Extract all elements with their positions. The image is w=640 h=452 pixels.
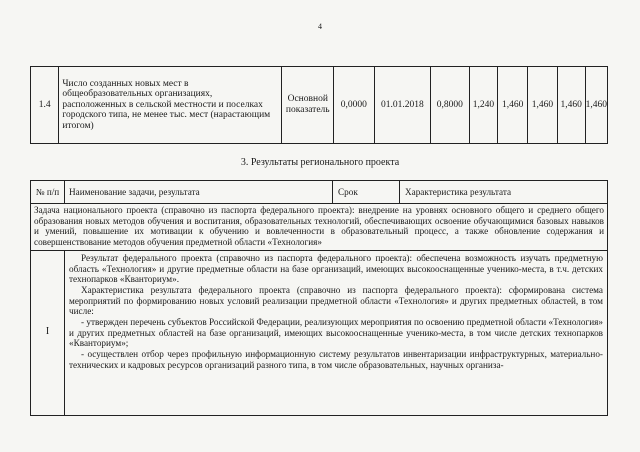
indicator-type: Основной показатель (282, 67, 334, 144)
result-paragraph: Результат федерального проекта (справочно из паспорта федерального проекта): обеспечена возможность изучать предметную область «Технология» и другие предметные области на базе организаций, имеющих высокооснащенные ученико-места, в т.ч. детских технопарков «Кванториум». (69, 252, 603, 285)
page-number: 4 (318, 22, 322, 31)
indicator-value: 1,460 (585, 67, 607, 144)
result-paragraph: - утвержден перечень субъектов Российской Федерации, реализующих мероприятия по освоению предметной области «Технология» и других предметных областей на базе организаций, имеющих высокооснащенные ученико-места, в том числе детских технопарков «Кванториум»; (69, 317, 603, 349)
indicator-table (30, 66, 608, 144)
indicator-name: Число созданных новых мест в общеобразовательных организациях, расположенных в сельской местности и поселках городского типа, не менее тыс. мест (нарастающим итогом) (59, 67, 282, 144)
indicator-value: 0,8000 (431, 67, 470, 144)
header-name: Наименование задачи, результата (65, 181, 333, 204)
result-number: I (31, 250, 65, 415)
header-number: № п/п (31, 181, 65, 204)
result-description (65, 250, 608, 415)
indicator-base-date: 01.01.2018 (374, 67, 430, 144)
task-description: Задача национального проекта (справочно из паспорта федерального проекта): внедрение на уровнях основного общего и среднего общего образования новых методов обучения и воспитания, образовательных технологий, обеспечивающих освоение обучающимися базовых навыков и умений, повышение их мотивации к обучению и вовлеченности в образовательный процесс, а также обновление содержания и совершенствование методов обучения предметной области «Технология» (31, 204, 608, 251)
indicator-row (31, 67, 608, 144)
header-term: Срок (333, 181, 400, 204)
indicator-value: 1,460 (528, 67, 558, 144)
result-paragraph: Характеристика результата федерального проекта (справочно из паспорта федерального проекта): сформирована система мероприятий по формированию новых условий реализации предметной области «Технология» и других предметных областей, в том числе: (69, 284, 603, 317)
task-row (31, 204, 608, 251)
results-header-row (31, 181, 608, 204)
results-table (30, 180, 608, 416)
result-paragraph: - осуществлен отбор через профильную информационную систему результатов инвентаризации инфраструктурных, материально-технических и кадровых ресурсов организаций разного типа, в том числе образовательных, научных организа- (69, 349, 603, 370)
indicator-value: 1,240 (469, 67, 498, 144)
indicator-number: 1.4 (31, 67, 59, 144)
header-characteristic: Характеристика результата (400, 181, 608, 204)
section-title: 3. Результаты регионального проекта (240, 157, 400, 168)
indicator-base-value: 0,0000 (334, 67, 374, 144)
indicator-value: 1,460 (557, 67, 585, 144)
indicator-value: 1,460 (498, 67, 528, 144)
result-row (31, 250, 608, 415)
